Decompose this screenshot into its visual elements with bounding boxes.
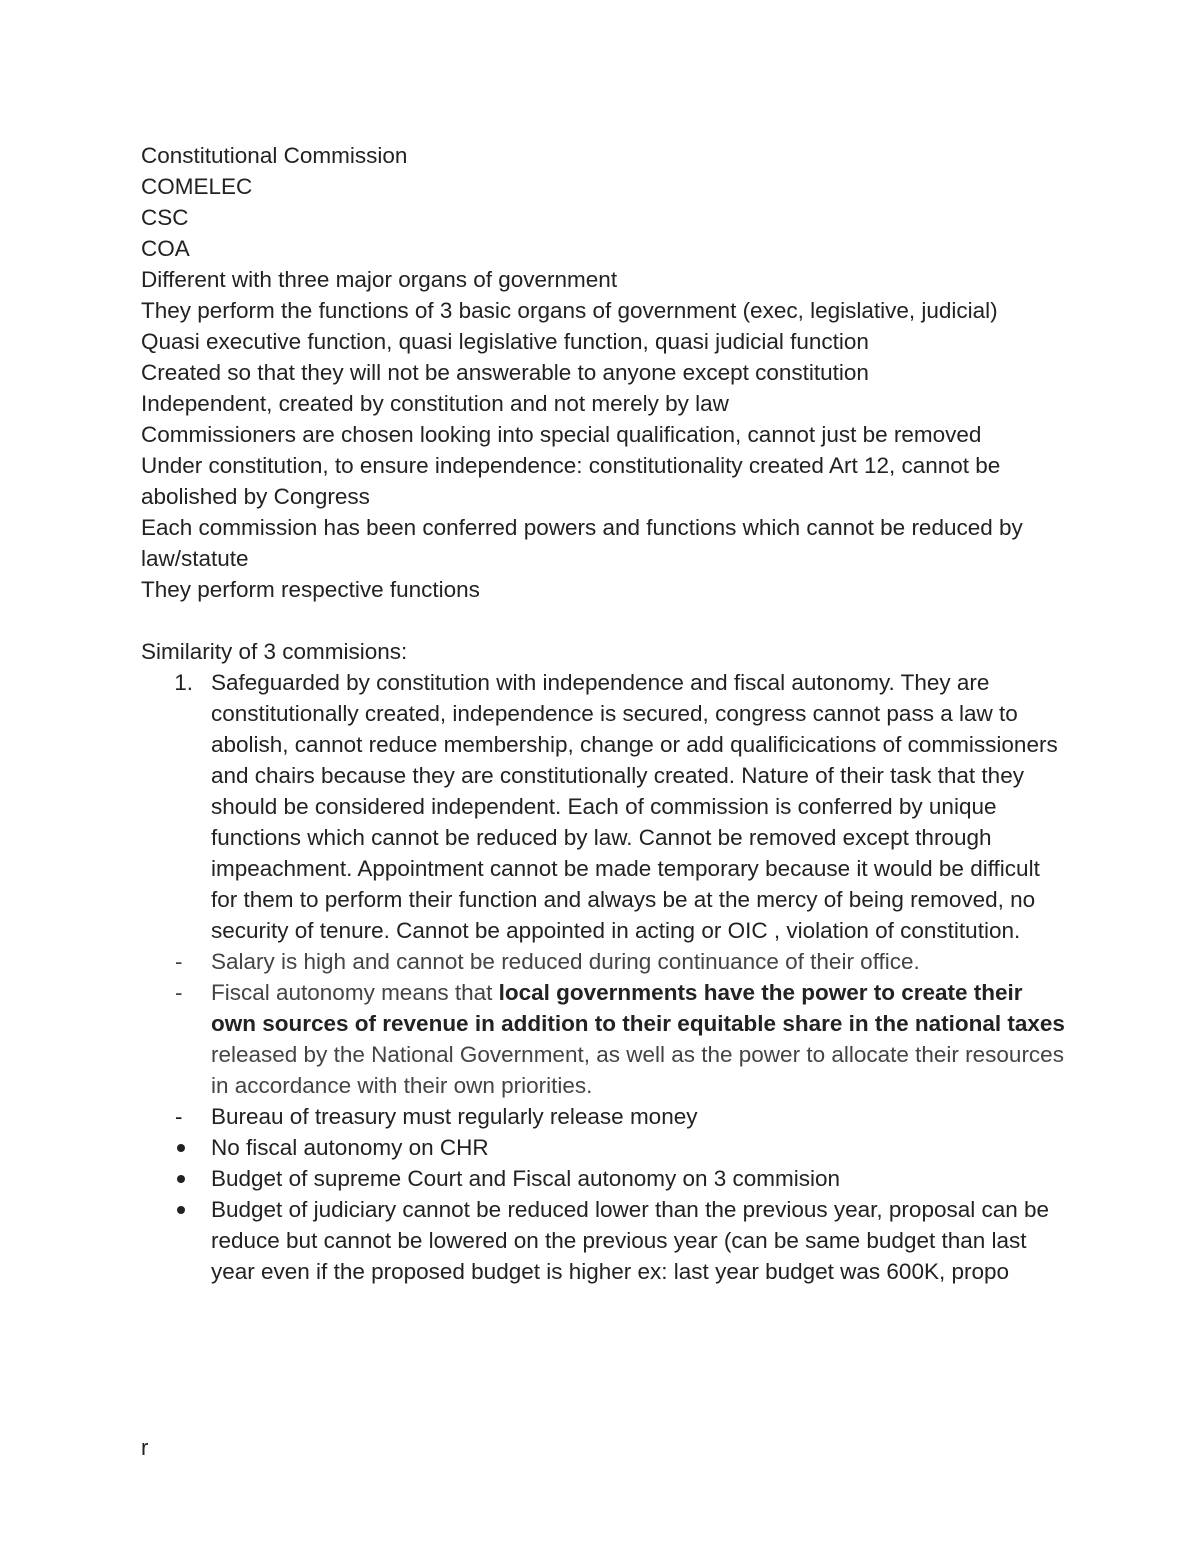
text-line: Different with three major organs of government — [141, 267, 618, 292]
text-line: Independent, created by constitution and not merely by law — [141, 391, 729, 416]
dash-list-item — [141, 946, 1071, 977]
text-line: COMELEC — [141, 174, 253, 199]
dash-list-item — [141, 1101, 1071, 1132]
list-item-text: Budget of judiciary cannot be reduced lower than the previous year, proposal can be reduce but cannot be lowered on the previous year (can be same budget than last year even if the proposed budget is higher ex: last year budget was 600K, propo — [211, 1197, 1050, 1284]
numbered-list-item — [141, 667, 1071, 946]
list-number: 1. — [174, 670, 193, 695]
similarity-heading: Similarity of 3 commisions: — [141, 639, 408, 664]
dash-list-item — [141, 977, 1071, 1101]
fiscal-bold-text: local governments have the power to create their own sources of revenue in addition to their equitable share in the national taxes — [211, 980, 1065, 1036]
list-item-text: Budget of supreme Court and Fiscal autonomy on 3 commision — [211, 1166, 841, 1191]
dash-marker: - — [175, 949, 183, 974]
text-line: Commissioners are chosen looking into special qualification, cannot just be removed — [141, 422, 982, 447]
list-item-text: No fiscal autonomy on CHR — [211, 1135, 489, 1160]
document-page — [141, 140, 1071, 1287]
bullet-icon — [177, 1144, 185, 1152]
list-item-text: Salary is high and cannot be reduced during continuance of their office. — [211, 949, 920, 974]
blank-line — [141, 605, 1071, 636]
fiscal-suffix: released by the National Government, as well as the power to allocate their resources in accordance with their own priorities. — [211, 1042, 1064, 1098]
bullet-list-item — [141, 1163, 1071, 1194]
list-item-text: Bureau of treasury must regularly release money — [211, 1104, 698, 1129]
fiscal-prefix: Fiscal autonomy means that — [211, 980, 499, 1005]
fiscal-autonomy-text — [211, 980, 1065, 1098]
bullet-icon — [177, 1206, 185, 1214]
text-line: CSC — [141, 205, 189, 230]
bullet-icon — [177, 1175, 185, 1183]
text-paragraph: Under constitution, to ensure independence: constitutionality created Art 12, cannot be abolished by Congress — [141, 453, 1001, 509]
text-line: They perform the functions of 3 basic organs of government (exec, legislative, judicial) — [141, 298, 998, 323]
dash-marker: - — [175, 980, 183, 1005]
list-item-text: Safeguarded by constitution with independence and fiscal autonomy. They are constitutionally created, independence is secured, congress cannot pass a law to abolish, cannot reduce membership, change or add qualificications of commissioners and chairs because they are constitutionally created. Nature of their task that they should be considered independent. Each of commission is conferred by unique functions which cannot be reduced by law. Cannot be removed except through impeachment. Appointment cannot be made temporary because it would be difficult for them to perform their function and always be at the mercy of being removed, no security of tenure. Cannot be appointed in acting or OIC , violation of constitution. — [211, 670, 1058, 943]
text-paragraph: Each commission has been conferred powers and functions which cannot be reduced by law/statute — [141, 515, 1023, 571]
text-line: Quasi executive function, quasi legislative function, quasi judicial function — [141, 329, 869, 354]
doc-title: Constitutional Commission — [141, 143, 408, 168]
bullet-list-item — [141, 1132, 1071, 1163]
text-line: Created so that they will not be answerable to anyone except constitution — [141, 360, 869, 385]
bullet-list-item — [141, 1194, 1071, 1287]
text-line: COA — [141, 236, 190, 261]
footer-text: r — [141, 1435, 149, 1460]
text-line: They perform respective functions — [141, 577, 480, 602]
dash-marker: - — [175, 1104, 183, 1129]
